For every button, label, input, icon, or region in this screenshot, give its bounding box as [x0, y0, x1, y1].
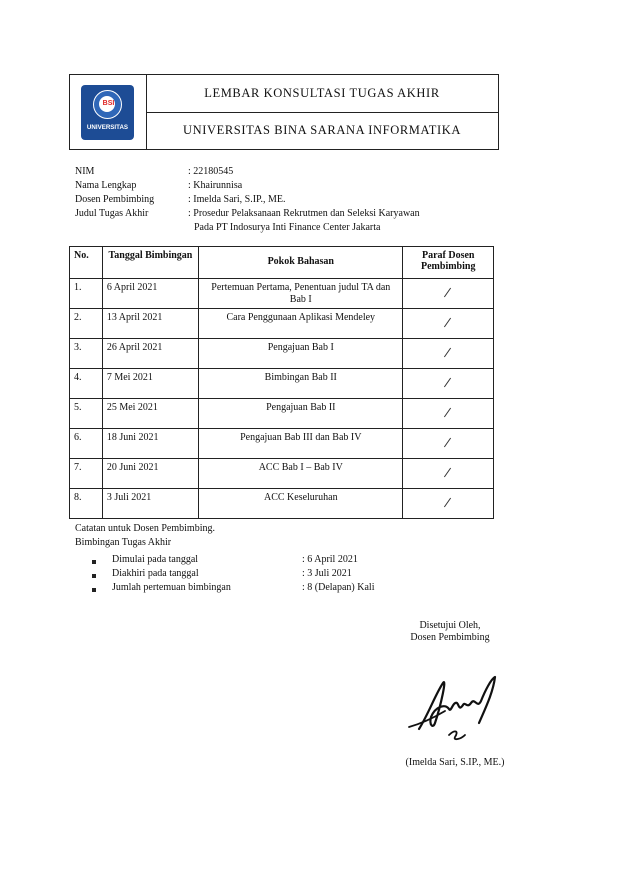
cell-pokok: Pengajuan Bab II [199, 399, 403, 429]
cell-paraf [403, 429, 494, 459]
approval-block [380, 620, 520, 643]
table-row [70, 459, 494, 489]
cell-tanggal: 7 Mei 2021 [102, 369, 198, 399]
notes-item-value: : 3 Juli 2021 [302, 568, 352, 579]
cell-no: 8. [70, 489, 103, 519]
cell-tanggal: 3 Juli 2021 [102, 489, 198, 519]
cell-tanggal: 13 April 2021 [102, 309, 198, 339]
table-row [70, 489, 494, 519]
advisor-value: : Imelda Sari, S.IP., ME. [188, 194, 286, 205]
paraf-signature-icon [443, 497, 453, 507]
university-logo [81, 85, 134, 140]
logo-text: BSI [102, 100, 115, 107]
notes-item-value: : 8 (Delapan) Kali [302, 582, 375, 593]
cell-pokok: Cara Penggunaan Aplikasi Mendeley [199, 309, 403, 339]
thesis-title-label: Judul Tugas Akhir [75, 208, 149, 219]
cell-paraf [403, 339, 494, 369]
col-tanggal: Tanggal Bimbingan [102, 247, 198, 279]
table-row [70, 279, 494, 309]
nim-label: NIM [75, 166, 95, 177]
logo-label: UNIVERSITAS [86, 124, 129, 131]
cell-no: 6. [70, 429, 103, 459]
name-value: : Khairunnisa [188, 180, 243, 191]
paraf-signature-icon [443, 467, 453, 477]
bullet-icon [92, 574, 96, 578]
paraf-signature-icon [443, 317, 453, 327]
paraf-signature-icon [443, 437, 453, 447]
table-row [70, 309, 494, 339]
advisor-name: (Imelda Sari, S.IP., ME.) [405, 757, 505, 768]
bullet-icon [92, 588, 96, 592]
student-info [75, 165, 495, 235]
col-pokok: Pokok Bahasan [199, 247, 403, 279]
thesis-title-value: : Prosedur Pelaksanaan Rekrutmen dan Seleksi Karyawan [188, 208, 420, 219]
cell-no: 5. [70, 399, 103, 429]
document-title: LEMBAR KONSULTASI TUGAS AKHIR [204, 86, 440, 100]
col-no: No. [70, 247, 103, 279]
cell-no: 7. [70, 459, 103, 489]
document-header [69, 74, 499, 150]
cell-tanggal: 26 April 2021 [102, 339, 198, 369]
cell-pokok: Pengajuan Bab I [199, 339, 403, 369]
table-header-row [70, 247, 494, 279]
paraf-signature-icon [443, 407, 453, 417]
cell-paraf [403, 309, 494, 339]
paraf-signature-icon [443, 377, 453, 387]
cell-no: 4. [70, 369, 103, 399]
advisor-label: Dosen Pembimbing [75, 194, 155, 205]
university-name: UNIVERSITAS BINA SARANA INFORMATIKA [182, 123, 461, 137]
table-row [70, 369, 494, 399]
cell-pokok: ACC Keseluruhan [199, 489, 403, 519]
consultation-table [69, 246, 494, 519]
notes-heading: Catatan untuk Dosen Pembimbing. [75, 523, 215, 534]
notes-item-label: Diakhiri pada tanggal [112, 568, 199, 579]
cell-pokok: Pertemuan Pertama, Penentuan judul TA dan Bab I [199, 279, 403, 309]
paraf-signature-icon [443, 347, 453, 357]
logo-cell [70, 75, 147, 149]
paraf-signature-icon [443, 287, 453, 297]
cell-pokok: Pengajuan Bab III dan Bab IV [199, 429, 403, 459]
cell-no: 2. [70, 309, 103, 339]
advisor-signature [405, 665, 505, 745]
cell-paraf [403, 279, 494, 309]
cell-paraf [403, 369, 494, 399]
notes-item-label: Dimulai pada tanggal [112, 554, 199, 565]
bullet-icon [92, 560, 96, 564]
notes-item-label: Jumlah pertemuan bimbingan [112, 582, 231, 593]
cell-no: 3. [70, 339, 103, 369]
cell-tanggal: 6 April 2021 [102, 279, 198, 309]
notes-subheading: Bimbingan Tugas Akhir [75, 537, 172, 548]
cell-tanggal: 25 Mei 2021 [102, 399, 198, 429]
nim-value: : 22180545 [188, 166, 234, 177]
cell-pokok: ACC Bab I – Bab IV [199, 459, 403, 489]
cell-pokok: Bimbingan Bab II [199, 369, 403, 399]
table-row [70, 399, 494, 429]
thesis-title-value-cont: Pada PT Indosurya Inti Finance Center Jakarta [194, 222, 381, 233]
notes-item-value: : 6 April 2021 [302, 554, 358, 565]
approval-line2: Dosen Pembimbing [410, 632, 490, 643]
cell-paraf [403, 399, 494, 429]
cell-tanggal: 18 Juni 2021 [102, 429, 198, 459]
cell-no: 1. [70, 279, 103, 309]
notes-section [75, 522, 495, 602]
col-paraf: Paraf Dosen Pembimbing [403, 247, 494, 279]
table-row [70, 429, 494, 459]
name-label: Nama Lengkap [75, 180, 137, 191]
cell-tanggal: 20 Juni 2021 [102, 459, 198, 489]
approval-line1: Disetujui Oleh, [419, 620, 481, 631]
logo-emblem-icon [93, 90, 122, 119]
cell-paraf [403, 459, 494, 489]
table-row [70, 339, 494, 369]
cell-paraf [403, 489, 494, 519]
